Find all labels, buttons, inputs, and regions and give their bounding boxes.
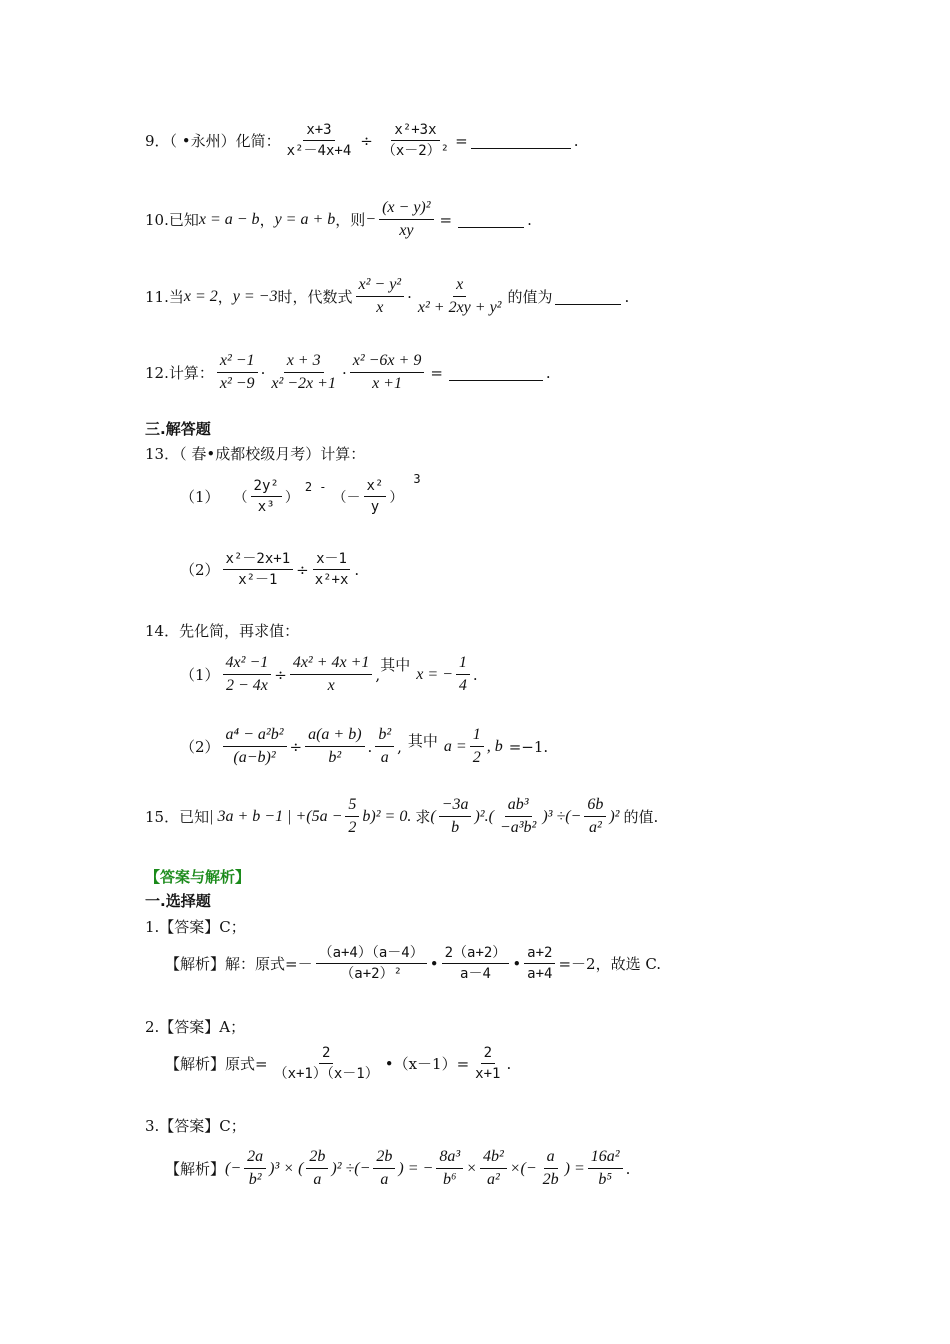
q11-fraction-2: $\frac{x}{\text{x² + 2xy + y²}}$ [417, 276, 502, 317]
answer-blank[interactable] [458, 226, 524, 228]
q15-cond-fraction: $\frac{5}{2}$ [345, 796, 359, 838]
question-11: 11.当 x = 2 ， y = −3 时，代数式 $\frac{\text{x² − y²}}{x}$ · $\frac{x}{\text{x² + 2xy + y²}}$ 的值为 . [145, 276, 630, 317]
answer-1-explanation: 【解析】解：原式=－ $\frac{(a+4)(a-4)}{\text{（a+2）²}}$ • $\frac{2(a+2)}{a-4}$ • $\frac{a+2}{a+4}$ =－2，故选 C. [165, 945, 662, 983]
question-14-part-2: （2） $\frac{\text{a⁴ − a²b²}}{\text{(a−b)²}}$ ÷ $\frac{a(a + b)}{\text{b²}}$ . $\frac{\text{b²}}{a}$ , 其中 a = $\frac{1}{2}$ , b =−1. [180, 726, 549, 767]
q14-p2-fraction-1: $\frac{\text{a⁴ − a²b²}}{\text{(a−b)²}}$ [223, 726, 287, 768]
a1-fraction-2: $\frac{2(a+2)}{a-4}$ [442, 945, 510, 982]
q13-p2-fraction-2: $\frac{x-1}{\text{x²+x}}$ [314, 551, 349, 589]
a3-fraction-7: $\frac{\text{16a²}}{\text{b⁵}}$ [588, 1148, 623, 1190]
answer-blank[interactable] [449, 379, 543, 381]
q9-label: 9．（ •永州）化简： [145, 132, 281, 151]
answer-blank[interactable] [555, 303, 621, 305]
answer-1-label: 1.【答案】C； [145, 918, 246, 936]
a3-fraction-3: $\frac{2b}{a}$ [373, 1148, 395, 1190]
question-13-part-1: （1） （ $\frac{\text{2y²}}{\text{x³}}$ ） 2 - （－ $\frac{\text{x²}}{y}$ ） 3 [180, 471, 421, 516]
q12-fraction-2: $\frac{x + 3}{\text{x² −2x +1}}$ [271, 352, 336, 393]
q14-p2-value: $\frac{1}{2}$ [470, 726, 484, 768]
a1-fraction-1: $\frac{(a+4)(a-4)}{\text{（a+2）²}}$ [316, 945, 427, 982]
question-13-part-2: （2） $\frac{\text{x²－2x+1}}{\text{x²－1}}$ ÷ $\frac{x-1}{\text{x²+x}}$ . [180, 551, 360, 589]
a3-fraction-1: $\frac{2a}{\text{b²}}$ [244, 1148, 266, 1190]
a3-fraction-2: $\frac{2b}{a}$ [306, 1148, 328, 1190]
q9-fraction-1: $\frac{x+3}{\text{x²－4x+4}}$ [286, 122, 352, 160]
q13-p1-fraction-1: $\frac{\text{2y²}}{\text{x³}}$ [251, 478, 282, 515]
q11-fraction-1: $\frac{\text{x² − y²}}{x}$ [356, 276, 405, 318]
question-14-title: 14．先化简，再求值： [145, 622, 300, 640]
q15-fraction-1: $\frac{-3a}{b}$ [439, 796, 472, 838]
question-14-part-1: （1） $\frac{\text{4x² −1}}{2 - 4x}$ ÷ $\frac{\text{4x² + 4x +1}}{x}$ , 其中 x = − $\frac{1}{4}$ . [180, 654, 478, 695]
q14-p1-value: $\frac{1}{4}$ [456, 654, 470, 696]
a2-fraction-2: $\frac{2}{x+1}$ [475, 1045, 501, 1083]
q9-fraction-2: $\frac{\text{x²+3x}}{\text{（x－2）²}}$ [381, 122, 450, 160]
a1-fraction-3: $\frac{a+2}{a+4}$ [524, 945, 555, 982]
answers-heading: 【答案与解析】 [145, 868, 251, 886]
q14-p1-fraction-2: $\frac{\text{4x² + 4x +1}}{x}$ [290, 654, 373, 696]
q13-p2-fraction-1: $\frac{\text{x²－2x+1}}{\text{x²－1}}$ [223, 551, 294, 588]
a3-fraction-4: $\frac{\text{8a³}}{\text{b⁶}}$ [436, 1148, 463, 1190]
answer-2-label: 2.【答案】A； [145, 1018, 246, 1036]
q14-p2-fraction-2: $\frac{a(a + b)}{\text{b²}}$ [305, 726, 364, 768]
question-12: 12.计算： $\frac{\text{x² −1}}{\text{x² −9}}$ · $\frac{x + 3}{\text{x² −2x +1}}$ · $\frac{\text{x² −6x + 9}}{x +1}$ = . [145, 352, 551, 393]
q12-fraction-3: $\frac{\text{x² −6x + 9}}{x +1}$ [350, 352, 425, 394]
answer-3-explanation: 【解析】 (− $\frac{2a}{\text{b²}}$ )³ × ( $\frac{2b}{a}$ )² ÷(− $\frac{2b}{a}$ ) = − $\frac{\text{8a³}}{\text{b⁶}}$ × $\frac{\text{4b²}}{\text{a²}}$ ×(− $\frac{a}{2b}$ ) = $\frac{\text{16a²}}{\text{b⁵}}$ . [165, 1148, 631, 1189]
question-13-title: 13．（ 春•成都校级月考）计算： [145, 445, 366, 463]
q13-p1-fraction-2: $\frac{\text{x²}}{y}$ [364, 478, 387, 515]
q14-p1-fraction-1: $\frac{\text{4x² −1}}{2 - 4x}$ [223, 654, 272, 696]
question-10: 10.已知 x = a − b ， y = a + b ，则 − $\frac{\text{(x − y)²}}{xy}$ = . [145, 199, 532, 240]
answer-2-explanation: 【解析】原式= $\frac{2}{(x+1)(x-1)}$ •（x－1）= $\frac{2}{x+1}$ . [165, 1045, 512, 1083]
answer-3-label: 3.【答案】C； [145, 1117, 246, 1135]
q15-fraction-2: $\frac{\text{ab³}}{\text{−a³b²}}$ [499, 796, 537, 837]
a2-fraction-1: $\frac{2}{(x+1)(x-1)}$ [273, 1045, 379, 1083]
a3-fraction-6: $\frac{a}{2b}$ [542, 1148, 559, 1189]
answers-section-1: 一.选择题 [145, 892, 211, 910]
question-15: 15．已知 | 3a + b −1 | +(5a − $\frac{5}{2}$ b)² = 0. 求 ( $\frac{-3a}{b}$ )².( $\frac{\text{ab³}}{\text{−a³b²}}$ )³ ÷(− $\frac{6b}{\text{a²}}$ )² 的值. [145, 796, 659, 837]
q14-p2-fraction-3: $\frac{\text{b²}}{a}$ [375, 726, 394, 768]
section-heading: 三.解答题 [145, 420, 211, 438]
q12-fraction-1: $\frac{\text{x² −1}}{\text{x² −9}}$ [217, 352, 258, 394]
question-9: 9．（ •永州）化简： $\frac{x+3}{\text{x²－4x+4}}$ ÷ $\frac{\text{x²+3x}}{\text{（x－2）²}}$ = . [145, 122, 579, 160]
q10-fraction: $\frac{\text{(x − y)²}}{xy}$ [379, 199, 433, 241]
a3-fraction-5: $\frac{\text{4b²}}{\text{a²}}$ [480, 1148, 507, 1190]
q15-fraction-3: $\frac{6b}{\text{a²}}$ [584, 796, 606, 838]
answer-blank[interactable] [471, 147, 571, 149]
